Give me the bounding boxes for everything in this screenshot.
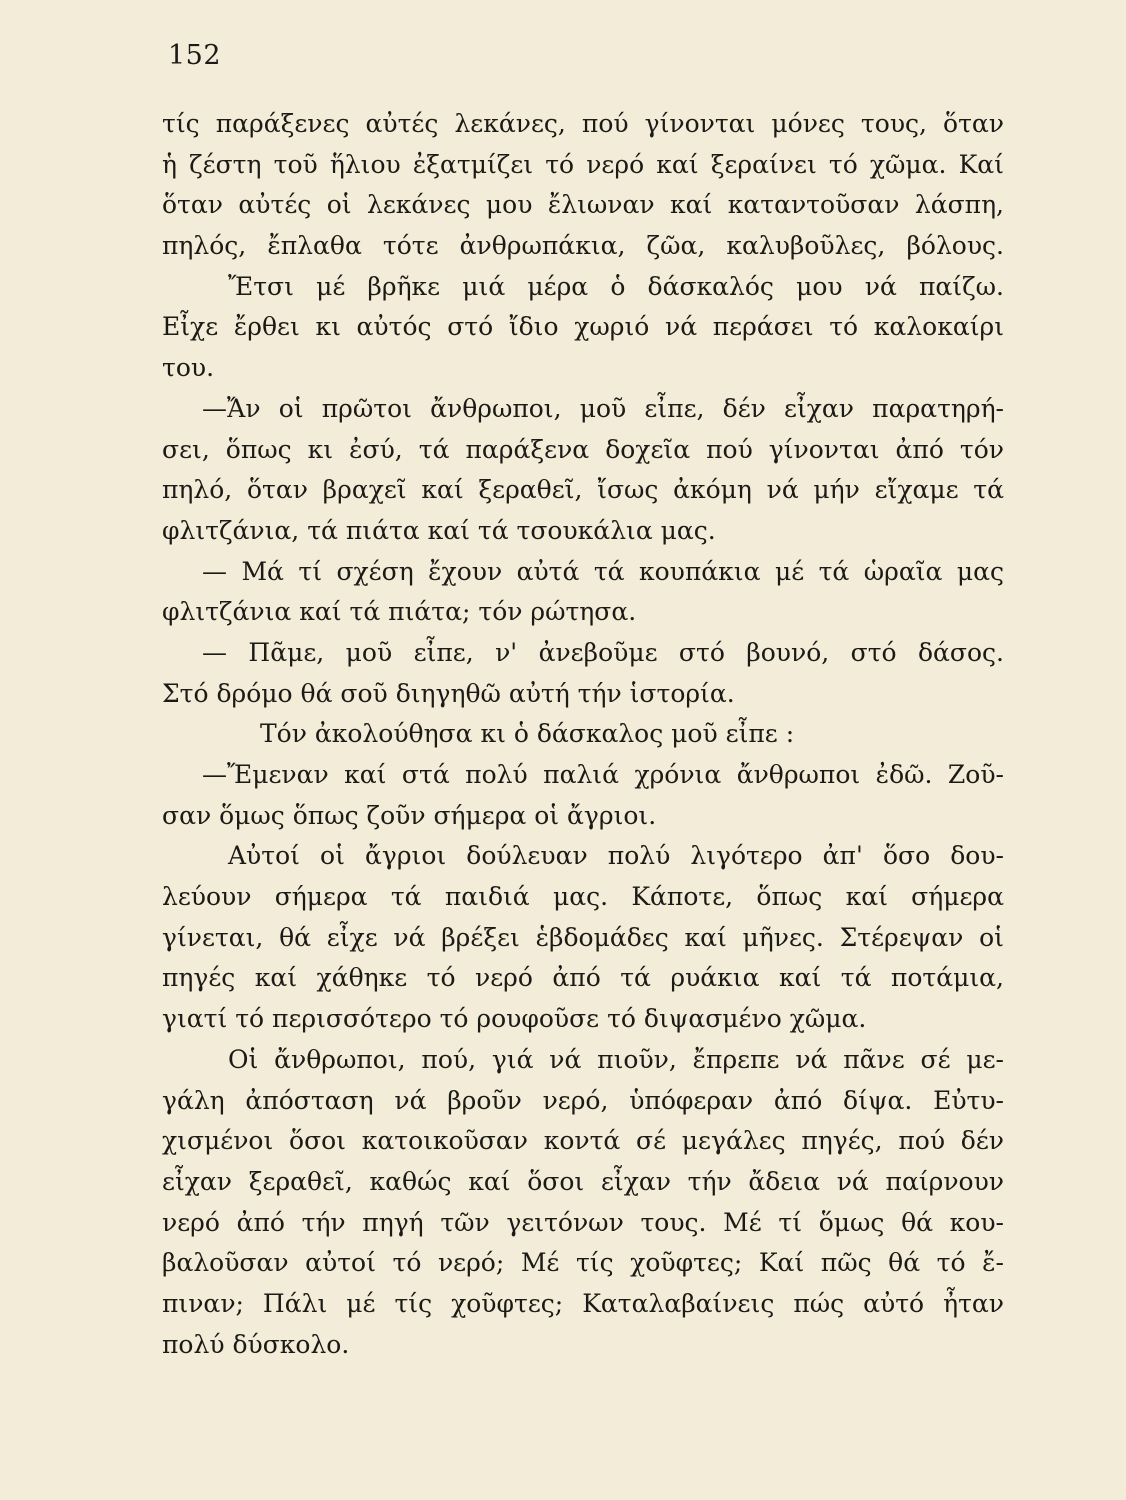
- text-line: —Ἔμεναν καί στά πολύ παλιά χρόνια ἄνθρωποι ἐδῶ. Ζοῦ-: [202, 760, 1004, 789]
- text-line: νερό ἀπό τήν πηγή τῶν γειτόνων τους. Μέ τί ὅμως θά κου-: [162, 1207, 1004, 1237]
- text-line: ἡ ζέστη τοῦ ἥλιου ἐξατμίζει τό νερό καί ξεραίνει τό χῶμα. Καί: [162, 149, 1004, 179]
- text-line: χισμένοι ὅσοι κατοικοῦσαν κοντά σέ μεγάλες πηγές, πού δέν: [162, 1126, 1004, 1156]
- text-line: γίνεται, θά εἶχε νά βρέξει ἑβδομάδες καί μῆνες. Στέρεψαν οἱ: [162, 922, 1004, 952]
- text-line: Οἱ ἄνθρωποι, πού, γιά νά πιοῦν, ἔπρεπε νά πᾶνε σέ με-: [228, 1044, 1004, 1074]
- text-line: φλιτζάνια καί τά πιάτα; τόν ρώτησα.: [162, 597, 637, 627]
- text-line: —Ἄν οἱ πρῶτοι ἄνθρωποι, μοῦ εἶπε, δέν εἶχαν παρατηρή-: [202, 393, 1004, 423]
- text-line: σαν ὅμως ὅπως ζοῦν σήμερα οἱ ἄγριοι.: [162, 800, 657, 830]
- text-line: γιατί τό περισσότερο τό ρουφοῦσε τό διψασμένο χῶμα.: [162, 1004, 867, 1034]
- text-line: — Πᾶμε, μοῦ εἶπε, ν' ἀνεβοῦμε στό βουνό, στό δάσος.: [202, 637, 1004, 667]
- text-line: βαλοῦσαν αὐτοί τό νερό; Μέ τίς χοῦφτες; Καί πῶς θά τό ἔ-: [162, 1248, 1004, 1278]
- page-number: 152: [168, 40, 222, 71]
- text-line: Εἶχε ἔρθει κι αὐτός στό ἴδιο χωριό νά περάσει τό καλοκαίρι: [162, 312, 1004, 342]
- text-line: πιναν; Πάλι μέ τίς χοῦφτες; Καταλαβαίνεις πώς αὐτό ἦταν: [162, 1288, 1004, 1318]
- text-line: φλιτζάνια, τά πιάτα καί τά τσουκάλια μας.: [162, 515, 716, 545]
- text-line: εἶχαν ξεραθεῖ, καθώς καί ὅσοι εἶχαν τήν ἄδεια νά παίρνουν: [162, 1166, 1004, 1196]
- text-line: του.: [162, 353, 215, 383]
- text-line: πηγές καί χάθηκε τό νερό ἀπό τά ρυάκια καί τά ποτάμια,: [162, 963, 1004, 993]
- text-line: λεύουν σήμερα τά παιδιά μας. Κάποτε, ὅπως καί σήμερα: [162, 882, 1004, 912]
- text-line: Ἔτσι μέ βρῆκε μιά μέρα ὁ δάσκαλός μου νά παίζω.: [228, 271, 1004, 301]
- text-line: γάλη ἀπόσταση νά βροῦν νερό, ὑπόφεραν ἀπό δίψα. Εὐτυ-: [162, 1085, 1004, 1115]
- body-text: [162, 104, 1004, 1365]
- text-line: τίς παράξενες αὐτές λεκάνες, πού γίνονται μόνες τους, ὅταν: [162, 109, 1004, 138]
- text-line: πολύ δύσκολο.: [162, 1329, 350, 1359]
- text-line: σει, ὅπως κι ἐσύ, τά παράξενα δοχεῖα πού γίνονται ἀπό τόν: [162, 434, 1004, 464]
- text-line: πηλό, ὅταν βραχεῖ καί ξεραθεῖ, ἴσως ἀκόμη νά μήν εἴχαμε τά: [162, 475, 1004, 505]
- text-line: πηλός, ἔπλαθα τότε ἀνθρωπάκια, ζῶα, καλυβοῦλες, βόλους.: [162, 231, 1004, 261]
- text-line: ὅταν αὐτές οἱ λεκάνες μου ἔλιωναν καί καταντοῦσαν λάσπη,: [162, 190, 1004, 220]
- text-line: Τόν ἀκολούθησα κι ὁ δάσκαλος μοῦ εἶπε :: [260, 719, 795, 749]
- text-line: — Μά τί σχέση ἔχουν αὐτά τά κουπάκια μέ τά ὡραῖα μας: [202, 556, 1004, 586]
- text-line: Στό δρόμο θά σοῦ διηγηθῶ αὐτή τήν ἱστορία.: [162, 678, 735, 708]
- text-line: Αὐτοί οἱ ἄγριοι δούλευαν πολύ λιγότερο ἀπ' ὅσο δου-: [228, 841, 1004, 871]
